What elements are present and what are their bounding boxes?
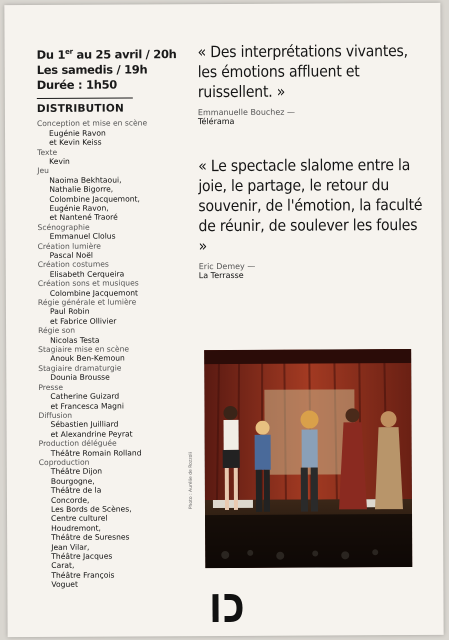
credit-name: Colombine Jacquemont, [49, 194, 140, 204]
credit-name: Carat, [51, 561, 75, 571]
credit-name: et Alexandrine Peyrat [50, 429, 133, 439]
credit-role: Création lumière [37, 241, 101, 251]
credit-name: et Francesca Magni [50, 401, 124, 411]
credit-name: Paul Robin [49, 307, 90, 317]
credit-role: Conception et mise en scène [36, 118, 148, 129]
stage-photo-image [204, 349, 412, 568]
dates-line-2: Les samedis / 19h [36, 62, 148, 77]
divider [37, 97, 133, 99]
credit-name: Théâtre de la [50, 485, 102, 496]
credit-name: et Fabrice Ollivier [49, 316, 117, 326]
program-page [4, 3, 443, 637]
credit-name: Pascal Noël [49, 250, 93, 260]
credit-name: Colombine Jacquemont [49, 288, 139, 298]
credit-name: Centre culturel [51, 514, 108, 524]
credits-list [37, 119, 189, 590]
credit-role: Texte [37, 147, 58, 157]
credit-name: Voguet [51, 580, 78, 590]
quote-author: Eric Demey — [198, 261, 256, 272]
quote-outlet: La Terrasse [198, 270, 244, 281]
credit-name: et Nantené Traoré [49, 212, 118, 223]
credit-name: Théâtre Jacques [51, 551, 113, 561]
logo-shape [212, 594, 242, 622]
credit-name: Théâtre de Suresnes [51, 532, 130, 543]
credit-name: Théâtre Romain Rolland [50, 447, 142, 458]
credit-role: Coproduction [38, 457, 90, 467]
credit-name: Eugénie Ravon [48, 128, 106, 138]
credit-role: Régie générale et lumière [37, 297, 137, 308]
distribution-title: DISTRIBUTION [36, 102, 124, 116]
credit-name: Catherine Guizard [50, 391, 120, 402]
credit-name: Houdremont, [51, 523, 101, 533]
duration: Durée : 1h50 [36, 77, 118, 92]
credit-name: Naoima Bekhtaoui, [49, 175, 122, 185]
theatre-logo-icon [212, 594, 242, 622]
dates-line-1-suffix: au 25 avril / 20h [72, 47, 177, 62]
credit-name: Dounia Brousse [50, 372, 110, 383]
quote-text: « Le spectacle slalome entre la joie, le partage, le retour du souvenir, de l'émotion, la faculté de réunir, de soulever les foules » [198, 156, 423, 256]
credit-role: Production déléguée [38, 438, 117, 449]
photo-credit: Photo : Aurélie de Rozzoli [188, 452, 194, 510]
credit-name: Nicolas Testa [50, 335, 100, 345]
credit-name: Concorde, [50, 495, 90, 505]
quote-outlet: Télérama [197, 116, 235, 127]
credit-name: Théâtre Dijon [50, 466, 103, 477]
credit-name: Elisabeth Cerqueira [49, 269, 125, 279]
credit-role: Création sons et musiques [37, 278, 139, 289]
credit-role: Régie son [38, 326, 76, 336]
credit-name: Nathalie Bigorre, [49, 184, 114, 195]
quote-block [198, 155, 425, 280]
quotes-column [198, 41, 425, 280]
performance-dates [37, 44, 187, 93]
dates-line-1 [37, 44, 187, 63]
quote-block [198, 41, 424, 126]
credit-name: Kevin [49, 156, 70, 166]
credit-name: Les Bords de Scènes, [50, 504, 132, 514]
credit-name: Théâtre François [51, 570, 115, 580]
info-column [37, 44, 190, 589]
credit-role: Stagiaire mise en scène [38, 344, 130, 355]
credit-role: Presse [38, 382, 64, 392]
quote-author: Emmanuelle Bouchez — [197, 107, 296, 118]
credit-name: Emmanuel Clolus [49, 231, 116, 242]
dates-line-1-sup: er [65, 47, 73, 56]
credit-name: Bourgogne, [50, 476, 95, 486]
credit-role: Création costumes [37, 260, 109, 270]
credit-name: Eugénie Ravon, [49, 203, 109, 213]
credit-role: Stagiaire dramaturgie [38, 363, 122, 373]
credit-name: Anouk Ben-Kemoun [50, 354, 125, 364]
quote-text: « Des interprétations vivantes, les émotions affluent et ruissellent. » [197, 42, 408, 102]
credit-name: Jean Vilar, [51, 542, 90, 552]
credit-role: Diffusion [38, 410, 73, 420]
credit-name: Sébastien Juilliard [50, 419, 119, 430]
credit-role: Scénographie [37, 222, 90, 232]
stage-photo [204, 349, 412, 568]
credit-name: et Kevin Keiss [49, 137, 102, 148]
credit-role: Jeu [37, 166, 49, 176]
dates-line-1-prefix: Du 1 [36, 47, 66, 62]
